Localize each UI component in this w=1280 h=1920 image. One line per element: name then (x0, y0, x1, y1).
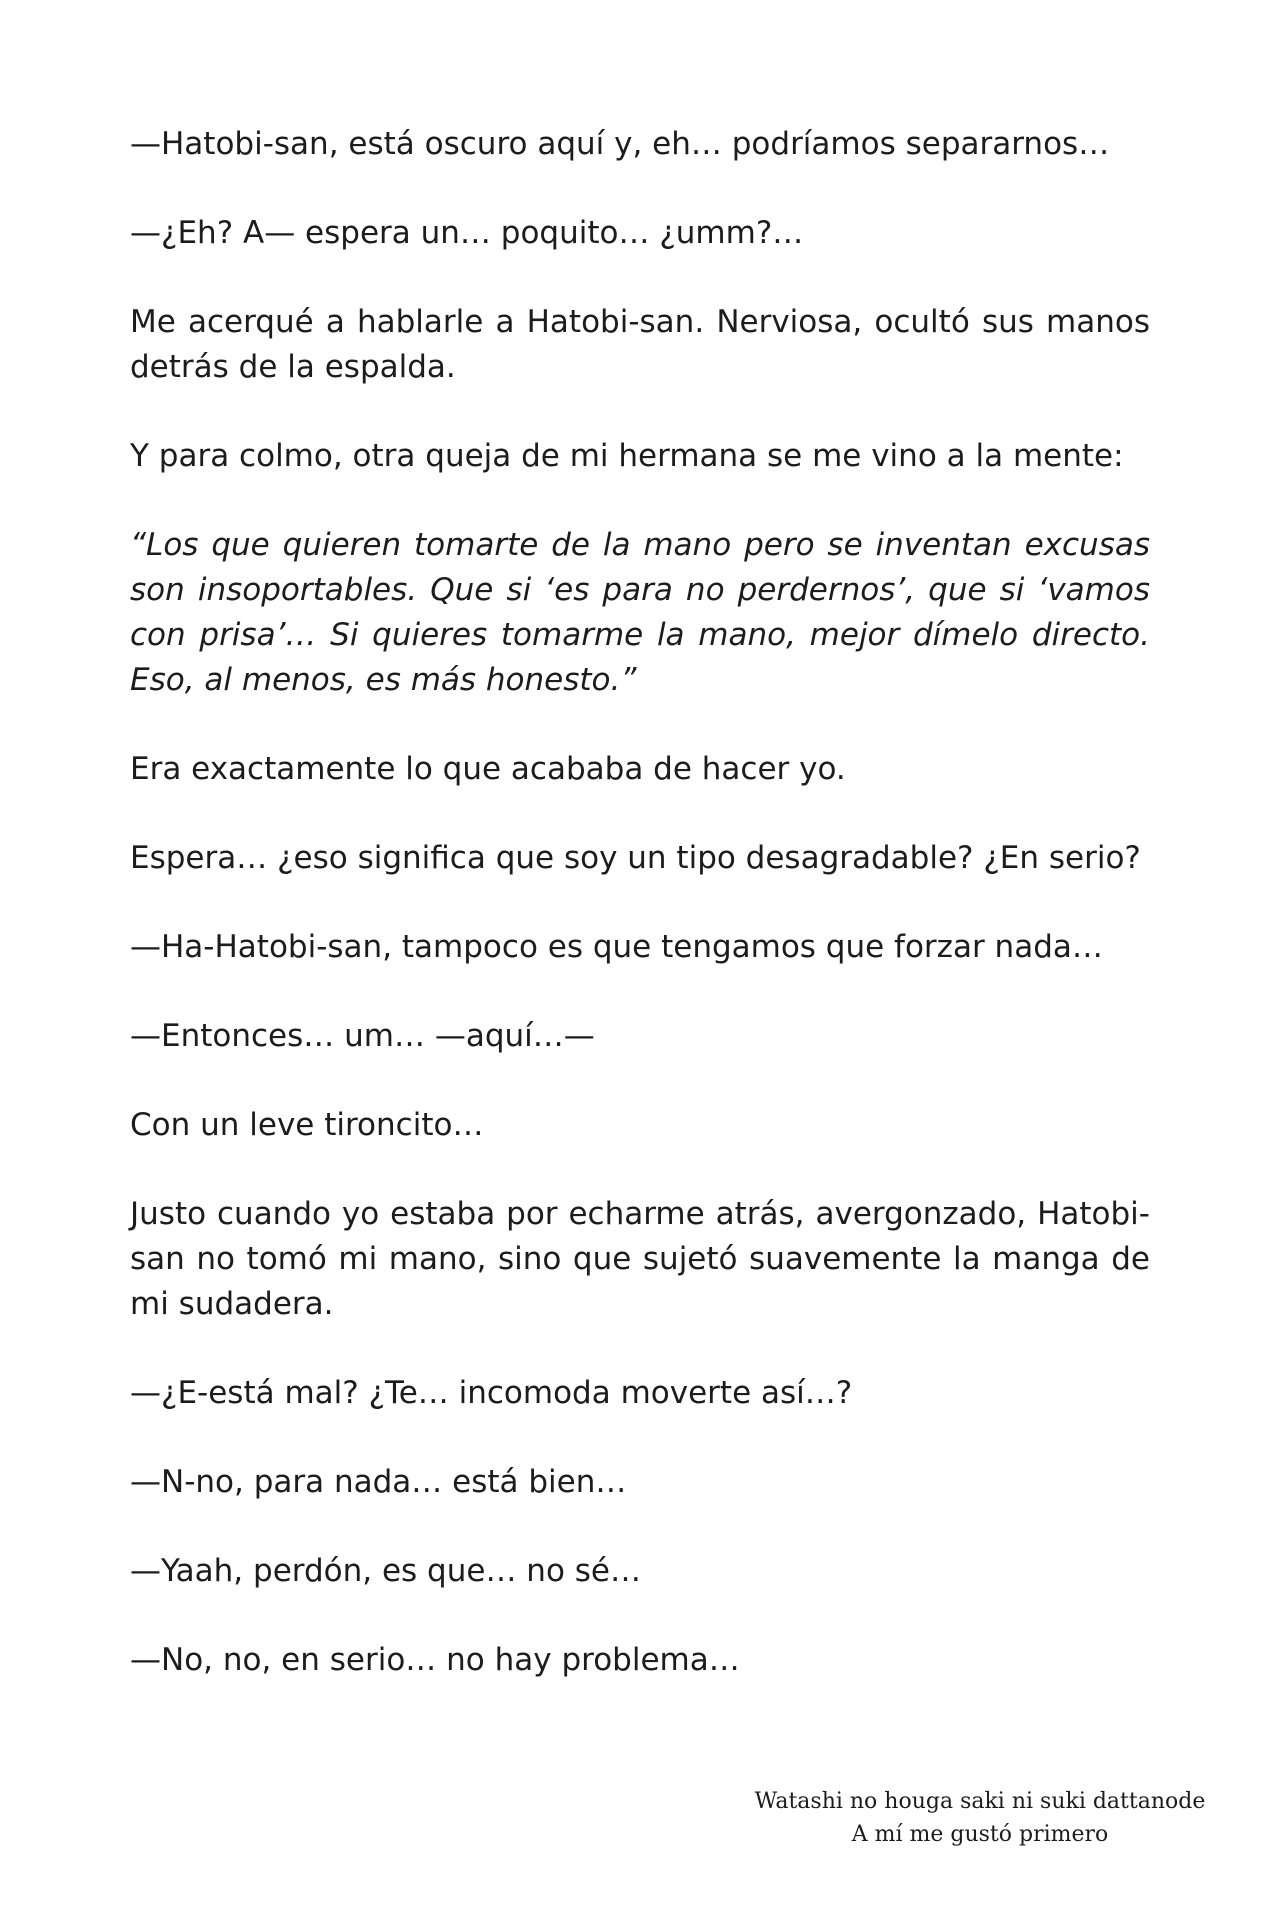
paragraph: —¿E-está mal? ¿Te… incomoda moverte así…? (130, 1375, 853, 1411)
quoted-paragraph: “Los que quieren tomarte de la mano pero se inventan excusas son insoportables. Que si ‘es para no perdernos’, que si ‘vamos con prisa’… Si quieres tomarme la mano, mejor dímelo directo. Eso, al menos, es más honesto.” (130, 527, 1150, 698)
body-text (130, 122, 1150, 1727)
paragraph: Era exactamente lo que acababa de hacer yo. (130, 751, 846, 787)
paragraph: —Entonces… um… —aquí…— (130, 1018, 595, 1054)
paragraph: Con un leve tironcito… (130, 1107, 484, 1143)
paragraph: Y para colmo, otra queja de mi hermana se me vino a la mente: (130, 438, 1124, 474)
page-footer (720, 1785, 1240, 1851)
paragraph: Me acerqué a hablarle a Hatobi-san. Nerviosa, ocultó sus manos detrás de la espalda. (130, 304, 1150, 385)
paragraph: —No, no, en serio… no hay problema… (130, 1642, 740, 1678)
paragraph: —¿Eh? A— espera un… poquito… ¿umm?… (130, 215, 804, 251)
footer-subtitle: A mí me gustó primero (851, 1822, 1109, 1847)
paragraph: Justo cuando yo estaba por echarme atrás, avergonzado, Hatobi-san no tomó mi mano, sino que sujetó suavemente la manga de mi sudadera. (130, 1196, 1150, 1322)
paragraph: —Yaah, perdón, es que… no sé… (130, 1553, 641, 1589)
paragraph: Espera… ¿eso significa que soy un tipo desagradable? ¿En serio? (130, 840, 1141, 876)
footer-title: Watashi no houga saki ni suki dattanode (754, 1789, 1206, 1814)
paragraph: —Hatobi-san, está oscuro aquí y, eh… podríamos separarnos… (130, 126, 1110, 162)
paragraph: —N-no, para nada… está bien… (130, 1464, 627, 1500)
paragraph: —Ha-Hatobi-san, tampoco es que tengamos que forzar nada… (130, 929, 1103, 965)
